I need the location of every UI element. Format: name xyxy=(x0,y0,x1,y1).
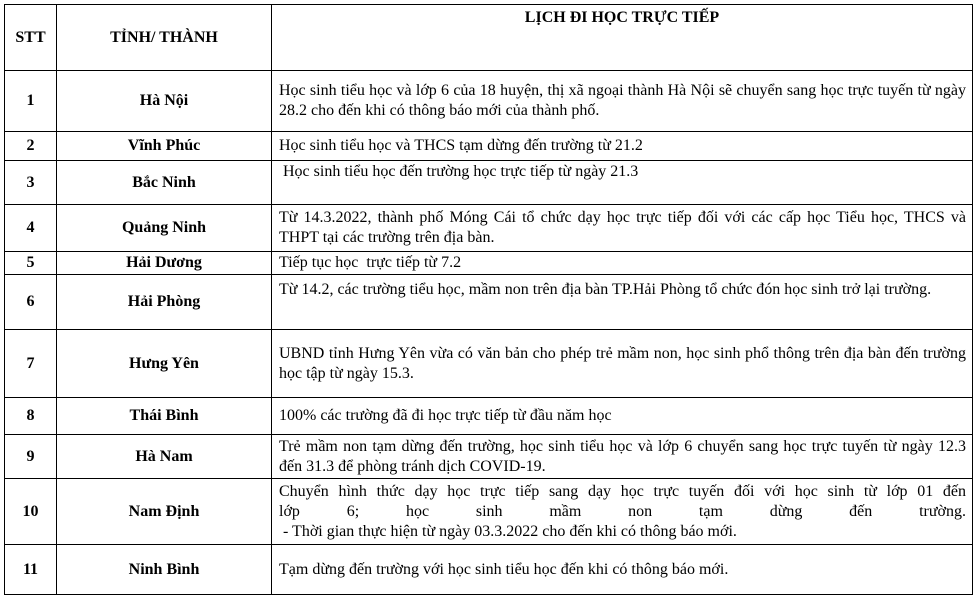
row-schedule: Tiếp tục học trực tiếp từ 7.2 xyxy=(272,252,973,275)
table-row xyxy=(5,161,973,205)
row-schedule: UBND tỉnh Hưng Yên vừa có văn bản cho phép trẻ mầm non, học sinh phổ thông trên địa bàn đến trường học tập từ ngày 15.3. xyxy=(272,330,973,398)
row-schedule: 100% các trường đã đi học trực tiếp từ đầu năm học xyxy=(272,398,973,435)
row-stt: 4 xyxy=(5,205,57,252)
header-row xyxy=(5,5,973,71)
row-province: Hải Phòng xyxy=(57,275,272,330)
table-row xyxy=(5,479,973,545)
row-schedule: Học sinh tiểu học và lớp 6 của 18 huyện, thị xã ngoại thành Hà Nội sẽ chuyển sang học trực tuyến từ ngày 28.2 cho đến khi có thông báo mới của thành phố. xyxy=(272,71,973,132)
row-province: Bắc Ninh xyxy=(57,161,272,205)
table-row xyxy=(5,252,973,275)
row-schedule: Tạm dừng đến trường với học sinh tiểu học đến khi có thông báo mới. xyxy=(272,545,973,595)
row-stt: 1 xyxy=(5,71,57,132)
row-province: Hà Nam xyxy=(57,435,272,479)
row-stt: 11 xyxy=(5,545,57,595)
row-stt: 8 xyxy=(5,398,57,435)
header-stt: STT xyxy=(5,5,57,71)
schedule-line: lớp 6; học sinh mầm non tạm dừng đến trường. xyxy=(279,502,966,520)
table-row xyxy=(5,71,973,132)
row-province: Thái Bình xyxy=(57,398,272,435)
row-stt: 5 xyxy=(5,252,57,275)
header-schedule: LỊCH ĐI HỌC TRỰC TIẾP xyxy=(272,5,973,71)
row-schedule: Học sinh tiểu học và THCS tạm dừng đến trường từ 21.2 xyxy=(272,132,973,161)
row-stt: 2 xyxy=(5,132,57,161)
table-row xyxy=(5,275,973,330)
row-schedule: Học sinh tiểu học đến trường học trực tiếp từ ngày 21.3 xyxy=(272,161,973,205)
table-row xyxy=(5,330,973,398)
row-province: Nam Định xyxy=(57,479,272,545)
row-province: Ninh Bình xyxy=(57,545,272,595)
row-province: Quảng Ninh xyxy=(57,205,272,252)
table-row xyxy=(5,132,973,161)
row-province: Vĩnh Phúc xyxy=(57,132,272,161)
header-province: TỈNH/ THÀNH xyxy=(57,5,272,71)
row-schedule: Từ 14.2, các trường tiểu học, mầm non trên địa bàn TP.Hải Phòng tổ chức đón học sinh trở lại trường. xyxy=(272,275,973,330)
schedule-line: - Thời gian thực hiện từ ngày 03.3.2022 cho đến khi có thông báo mới. xyxy=(279,522,737,540)
table-row xyxy=(5,398,973,435)
row-province: Hưng Yên xyxy=(57,330,272,398)
row-stt: 6 xyxy=(5,275,57,330)
row-province: Hải Dương xyxy=(57,252,272,275)
table-row xyxy=(5,545,973,595)
row-stt: 3 xyxy=(5,161,57,205)
row-schedule: Trẻ mầm non tạm dừng đến trường, học sinh tiểu học và lớp 6 chuyển sang học trực tuyến từ ngày 12.3 đến 31.3 để phòng tránh dịch COVID-19. xyxy=(272,435,973,479)
table-row xyxy=(5,435,973,479)
table-row xyxy=(5,205,973,252)
row-schedule: Từ 14.3.2022, thành phố Móng Cái tổ chức dạy học trực tiếp đối với các cấp học Tiểu học, THCS và THPT tại các trường trên địa bàn. xyxy=(272,205,973,252)
schedule-table xyxy=(4,4,973,595)
row-stt: 7 xyxy=(5,330,57,398)
row-province: Hà Nội xyxy=(57,71,272,132)
schedule-line: Chuyển hình thức dạy học trực tiếp sang dạy học trực tuyến đối với học sinh từ lớp 01 đến xyxy=(279,482,966,500)
row-stt: 9 xyxy=(5,435,57,479)
row-stt: 10 xyxy=(5,479,57,545)
row-schedule xyxy=(272,479,973,545)
